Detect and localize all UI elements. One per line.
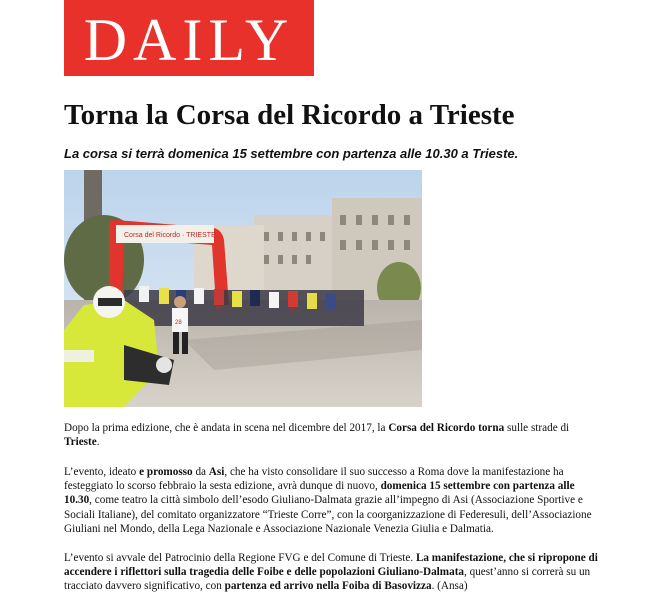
daily-logo[interactable] (64, 0, 314, 76)
bold-text: partenza ed arrivo nella Foiba di Basovizza (224, 580, 432, 593)
article-paragraph-2: L’evento, ideato e promosso da Asi, che ha visto consolidare il suo successo a Roma dove la manifestazione ha festeggiato lo scorso febbraio la sesta edizione, avrà dunque di nuovo, domenica 15 settembre con partenza alle 10.30, come teatro la città simbolo dell’esodo Giuliano-Dalmata grazie all’impegno di Asi (Associazione Sportive e Sociali Italiane), del comitato organizzatore “Trieste Corre”, con la coorganizzazione di Federesuli, dell’Associazione Giuliani nel Mondo, della Lega Nazionale e Associazione Nazionale Venezia Giulia e Dalmatia. (64, 466, 592, 535)
article-subtitle: La corsa si terrà domenica 15 settembre con partenza alle 10.30 a Trieste. (64, 146, 519, 161)
bib-number: 28 (175, 320, 182, 326)
article-paragraph-3: L’evento si avvale del Patrocinio della Regione FVG e del Comune di Trieste. La manifestazione, che si ripropone di accendere i riflettori sulla tragedia delle Foibe e delle popolazioni Giuliano-Dalmata, quest’anno si correrà su un tracciato davvero significativo, con partenza ed arrivo nella Foiba di Basovizza. (Ansa) (64, 552, 598, 593)
bold-text: Asi (208, 466, 225, 478)
bib-number: 43 (290, 308, 296, 314)
article-title: Torna la Corsa del Ricordo a Trieste (64, 99, 515, 131)
bold-text: La manifestazione, che si ripropone di accendere i riflettori sulla tragedia delle Foibe e delle popolazioni Giuliano-Dalmata (64, 552, 598, 579)
article-photo (64, 170, 422, 407)
arch-banner: Corsa del Ricordo · TRIESTE (124, 232, 216, 239)
bold-text: Trieste (64, 436, 97, 449)
logo-text: DAILY (83, 7, 295, 73)
bold-text: Corsa del Ricordo torna (388, 422, 505, 434)
article-paragraph-1: Dopo la prima edizione, che è andata in scena nel dicembre del 2017, la Corsa del Ricordo torna sulle strade di Trieste. (64, 422, 570, 449)
bold-text: domenica 15 settembre con partenza alle 10.30 (64, 480, 575, 507)
bold-text: e promosso (139, 466, 193, 478)
bib-number: 51 (216, 306, 222, 312)
